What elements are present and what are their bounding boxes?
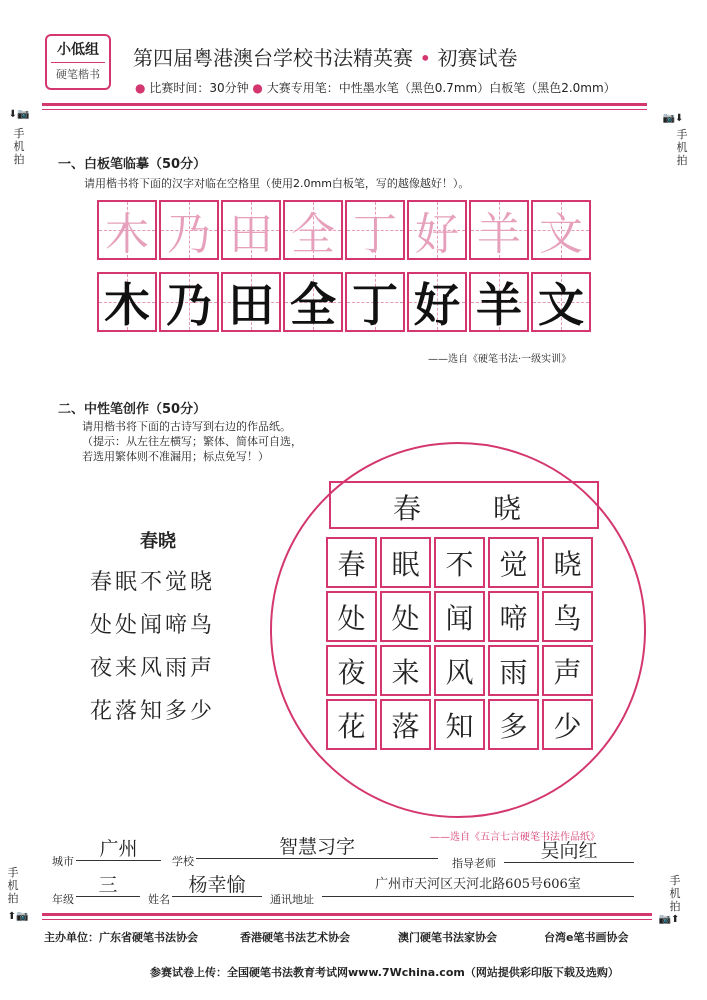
work-cell: 鸟 (542, 591, 593, 642)
work-cell: 处 (326, 591, 377, 642)
model-char: 好 (415, 209, 459, 260)
model-char: 全 (291, 209, 335, 260)
work-cell: 风 (434, 645, 485, 696)
organizer: 澳门硬笔书法家协会 (398, 931, 497, 944)
phone-marker-bottom-right (656, 913, 682, 926)
written-char: 田 (228, 278, 274, 332)
bullet-icon: ● (135, 81, 146, 95)
name-field[interactable]: 杨幸愉 (172, 874, 262, 897)
school-label: 学校 (172, 855, 194, 868)
exam-info (135, 79, 616, 96)
header-rule-thin (42, 109, 647, 110)
model-char: 乃 (167, 209, 211, 260)
work-cell: 落 (380, 699, 431, 750)
work-cell: 花 (326, 699, 377, 750)
phone-label: 手机拍 (13, 127, 25, 166)
work-title-char: 晓 (493, 492, 522, 525)
work-cell: 春 (326, 537, 377, 588)
phone-marker-bottom-left (6, 910, 30, 923)
work-cell: 多 (488, 699, 539, 750)
written-cell (531, 272, 591, 332)
organizer: 主办单位：广东省硬笔书法协会 (44, 931, 198, 944)
phone-label-bottom-right: 手机拍 (669, 874, 681, 913)
work-cell: 闻 (434, 591, 485, 642)
poem-line: 夜来风雨声 (90, 656, 216, 681)
work-cell: 雨 (488, 645, 539, 696)
written-cell (221, 272, 281, 332)
written-char: 文 (538, 278, 584, 332)
address-field[interactable]: 广州市天河区天河北路605号606室 (322, 874, 634, 897)
section2-source: ——选自《五言七言硬笔书法作品纸》 (430, 832, 600, 843)
bullet-icon: ● (252, 81, 263, 95)
work-cell: 眠 (380, 537, 431, 588)
model-char: 丁 (353, 209, 397, 260)
grade-field[interactable]: 三 (76, 874, 140, 897)
trace-cell (283, 200, 343, 260)
teacher-label: 指导老师 (452, 857, 496, 870)
badge-style-label: 硬笔楷书 (51, 62, 105, 82)
name-label: 姓名 (148, 893, 170, 906)
trace-cell (469, 200, 529, 260)
title-main: 第四届粤港澳台学校书法精英赛 (133, 46, 413, 70)
written-char: 木 (104, 278, 150, 332)
grade-label: 年级 (52, 893, 74, 906)
phone-marker-top-left (8, 108, 30, 166)
section1-heading: 一、白板笔临摹（50分） (58, 157, 207, 172)
header-rule (42, 103, 647, 106)
instruction-line: 请用楷书将下面的古诗写到右边的作品纸。 (82, 420, 291, 433)
exam-pen: 大赛专用笔：中性墨水笔（黑色0.7mm）白板笔（黑色2.0mm） (266, 81, 616, 95)
organizer: 香港硬笔书法艺术协会 (240, 931, 350, 944)
work-row (326, 537, 596, 588)
trace-cell (97, 200, 157, 260)
written-cell (97, 272, 157, 332)
work-cell: 觉 (488, 537, 539, 588)
trace-cell (531, 200, 591, 260)
poem-title: 春晓 (140, 531, 176, 552)
address-label: 通讯地址 (270, 893, 314, 906)
section2-instruction (82, 419, 302, 464)
written-char: 丁 (352, 278, 398, 332)
camera-icon: ⬇📷 (8, 109, 30, 120)
group-badge (45, 34, 111, 90)
camera-icon: 📷⬆ (658, 914, 680, 925)
section2-heading: 二、中性笔创作（50分） (58, 402, 207, 417)
school-field[interactable]: 智慧习字 (196, 836, 438, 859)
model-char: 文 (539, 209, 583, 260)
work-title-box (329, 481, 599, 529)
written-char: 乃 (166, 278, 212, 332)
organizer: 台湾e笔书画协会 (544, 931, 629, 944)
work-row (326, 699, 596, 750)
poem-line: 花落知多少 (90, 699, 216, 724)
work-cell: 少 (542, 699, 593, 750)
trace-cell (407, 200, 467, 260)
section1-source: ——选自《硬笔书法·一级实训》 (428, 354, 572, 365)
model-char: 羊 (477, 209, 521, 260)
work-cell: 处 (380, 591, 431, 642)
city-field[interactable]: 广州 (76, 838, 161, 861)
work-cell: 夜 (326, 645, 377, 696)
written-cell (469, 272, 529, 332)
teacher-field[interactable]: 吴向红 (504, 840, 634, 863)
model-char: 木 (105, 209, 149, 260)
phone-label-bottom-left: 手机拍 (7, 866, 19, 905)
work-cell: 不 (434, 537, 485, 588)
trace-cell (345, 200, 405, 260)
poem-line: 春眠不觉晓 (90, 570, 216, 595)
camera-icon: 📷⬇ (662, 113, 684, 124)
footer-rule-thin (42, 919, 652, 920)
city-label: 城市 (52, 855, 74, 868)
work-grid (326, 537, 596, 753)
title-sub: 初赛试卷 (437, 46, 518, 70)
badge-group-label: 小低组 (57, 42, 99, 58)
poem-line: 处处闻啼鸟 (90, 613, 216, 638)
footer-upload-note: 参赛试卷上传：全国硬笔书法教育考试网www.7Wchina.com（网站提供彩印版下载及选购） (150, 966, 619, 979)
footer-rule (42, 913, 652, 916)
page-title (133, 42, 518, 71)
work-cell: 啼 (488, 591, 539, 642)
trace-cell (159, 200, 219, 260)
instruction-line: 若选用繁体则不准漏用；标点免写！） (82, 450, 269, 463)
phone-marker-top-right (662, 112, 684, 125)
exam-time: 比赛时间：30分钟 (149, 81, 249, 95)
phone-label-top-right: 手机拍 (676, 128, 688, 167)
work-cell: 声 (542, 645, 593, 696)
written-cell (345, 272, 405, 332)
written-cell (159, 272, 219, 332)
work-row (326, 591, 596, 642)
title-separator: • (419, 46, 432, 70)
trace-grid (97, 200, 593, 260)
model-char: 田 (229, 209, 273, 260)
written-char: 全 (290, 278, 336, 332)
section1-instruction: 请用楷书将下面的汉字对临在空格里（使用2.0mm白板笔，写的越像越好！）。 (84, 177, 470, 190)
written-cell (283, 272, 343, 332)
work-row (326, 645, 596, 696)
written-cell (407, 272, 467, 332)
written-grid (97, 272, 593, 332)
camera-icon: ⬆📷 (7, 911, 29, 922)
work-cell: 知 (434, 699, 485, 750)
written-char: 好 (414, 278, 460, 332)
written-char: 羊 (476, 278, 522, 332)
work-cell: 晓 (542, 537, 593, 588)
instruction-line: （提示：从左往左横写；繁体、简体可自选， (82, 435, 302, 448)
work-title-char: 春 (393, 492, 422, 525)
work-cell: 来 (380, 645, 431, 696)
trace-cell (221, 200, 281, 260)
